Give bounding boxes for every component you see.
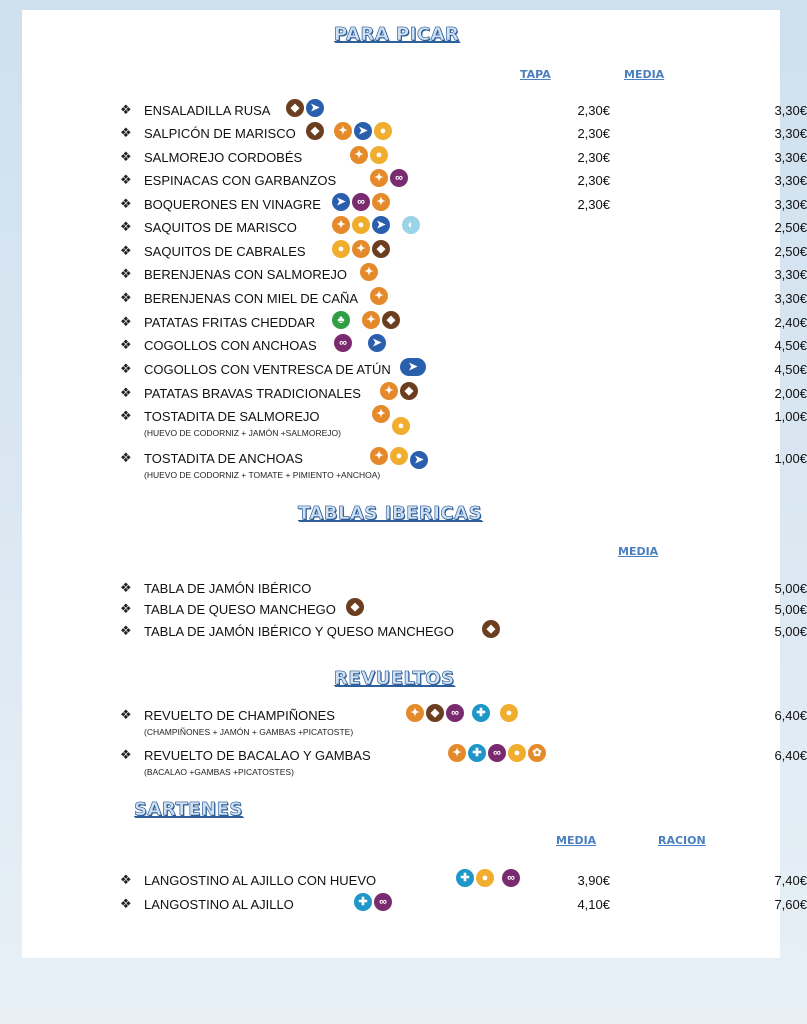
menu-item (120, 601, 807, 621)
item-name: PATATAS BRAVAS TRADICIONALES (144, 386, 361, 401)
menu-sheet (22, 10, 807, 958)
section-title-revueltos: REVUELTOS (334, 668, 455, 689)
item-price-media: 3,30€ (774, 126, 807, 141)
item-name: SALPICÓN DE MARISCO (144, 126, 296, 141)
egg-icon: ● (390, 447, 408, 465)
menu-item (120, 243, 807, 263)
col-head-media: MEDIA (618, 545, 659, 558)
crustacean-icon: ✚ (472, 704, 490, 722)
bullet-icon: ❖ (120, 196, 132, 211)
item-price-media: 5,00€ (774, 624, 807, 639)
item-price-tapa: 2,30€ (577, 126, 610, 141)
fish-icon: ➤ (410, 451, 428, 469)
sulphite-icon: ∞ (390, 169, 408, 187)
col-head-racion: RACION (658, 834, 706, 847)
section-title-sartenes: SARTENES (134, 799, 243, 820)
item-price-media: 3,30€ (774, 197, 807, 212)
item-name: TOSTADITA DE SALMOREJO (144, 409, 320, 424)
item-price: 6,40€ (774, 708, 807, 723)
bullet-icon: ❖ (120, 408, 132, 423)
menu-item (120, 196, 807, 216)
mollusc-icon: ◐ (402, 216, 420, 234)
item-name: LANGOSTINO AL AJILLO CON HUEVO (144, 873, 377, 888)
egg-icon: ● (392, 417, 410, 435)
mustard-icon: ✿ (528, 744, 546, 762)
item-price-media: 3,90€ (577, 873, 610, 888)
bullet-icon: ❖ (120, 896, 132, 911)
bullet-icon: ❖ (120, 707, 132, 722)
item-price-tapa: 2,30€ (577, 103, 610, 118)
milk-icon: ◆ (400, 382, 418, 400)
gluten-icon: ✦ (372, 193, 390, 211)
item-description: (HUEVO DE CODORNIZ + JAMÓN +SALMOREJO) (144, 428, 341, 438)
milk-icon: ◆ (306, 122, 324, 140)
menu-item (120, 450, 807, 480)
egg-icon: ● (370, 146, 388, 164)
item-name: REVUELTO DE CHAMPIÑONES (144, 708, 335, 723)
item-price-media: 4,10€ (577, 897, 610, 912)
milk-icon: ◆ (346, 598, 364, 616)
menu-item (120, 219, 807, 239)
menu-item (120, 266, 807, 286)
menu-item (120, 408, 807, 438)
item-name: COGOLLOS CON ANCHOAS (144, 338, 317, 353)
bullet-icon: ❖ (120, 172, 132, 187)
bullet-icon: ❖ (120, 872, 132, 887)
col-head-media: MEDIA (556, 834, 597, 847)
crustacean-icon: ✚ (456, 869, 474, 887)
milk-icon: ◆ (382, 311, 400, 329)
bullet-icon: ❖ (120, 290, 132, 305)
bullet-icon: ❖ (120, 623, 132, 638)
bullet-icon: ❖ (120, 266, 132, 281)
menu-item (120, 361, 807, 381)
menu-item (120, 872, 807, 892)
item-name: TOSTADITA DE ANCHOAS (144, 451, 303, 466)
item-price-media: 3,30€ (774, 150, 807, 165)
fish-icon: ➤ (354, 122, 372, 140)
menu-item (120, 125, 807, 145)
item-name: BOQUERONES EN VINAGRE (144, 197, 321, 212)
item-name: SALMOREJO CORDOBÉS (144, 150, 303, 165)
bullet-icon: ❖ (120, 243, 132, 258)
menu-item (120, 623, 807, 643)
item-price-media: 3,30€ (774, 291, 807, 306)
item-price-media: 2,50€ (774, 220, 807, 235)
item-name: REVUELTO DE BACALAO Y GAMBAS (144, 748, 371, 763)
fish-icon: ➤ (306, 99, 324, 117)
bullet-icon: ❖ (120, 601, 132, 616)
milk-icon: ◆ (426, 704, 444, 722)
bullet-icon: ❖ (120, 149, 132, 164)
sulphite-icon: ∞ (488, 744, 506, 762)
gluten-icon: ✦ (370, 287, 388, 305)
bullet-icon: ❖ (120, 747, 132, 762)
item-name: BERENJENAS CON SALMOREJO (144, 267, 347, 282)
item-price-racion: 7,40€ (774, 873, 807, 888)
item-name: ENSALADILLA RUSA (144, 103, 271, 118)
egg-icon: ● (352, 216, 370, 234)
item-price-media: 4,50€ (774, 362, 807, 377)
fish-icon: ➤ (332, 193, 350, 211)
item-price-media: 3,30€ (774, 173, 807, 188)
item-price-media: 1,00€ (774, 451, 807, 466)
item-name: PATATAS FRITAS CHEDDAR (144, 315, 316, 330)
egg-icon: ● (374, 122, 392, 140)
item-name: TABLA DE QUESO MANCHEGO (144, 602, 336, 617)
gluten-icon: ✦ (448, 744, 466, 762)
gluten-icon: ✦ (334, 122, 352, 140)
bullet-icon: ❖ (120, 337, 132, 352)
sulphite-icon: ∞ (374, 893, 392, 911)
fish-icon: ➤ (372, 216, 390, 234)
sulphite-icon: ∞ (334, 334, 352, 352)
gluten-icon: ✦ (350, 146, 368, 164)
section-title-tablas-ibericas: TABLAS IBERICAS (298, 503, 483, 524)
bullet-icon: ❖ (120, 125, 132, 140)
sulphite-icon: ∞ (446, 704, 464, 722)
milk-icon: ◆ (286, 99, 304, 117)
item-price-media: 3,30€ (774, 103, 807, 118)
item-price-media: 4,50€ (774, 338, 807, 353)
item-name: ESPINACAS CON GARBANZOS (144, 173, 337, 188)
item-name: SAQUITOS DE MARISCO (144, 220, 297, 235)
menu-item (120, 337, 807, 357)
item-price-tapa: 2,30€ (577, 150, 610, 165)
egg-icon: ● (508, 744, 526, 762)
item-price: 6,40€ (774, 748, 807, 763)
item-description: (BACALAO +GAMBAS +PICATOSTES) (144, 767, 294, 777)
item-description: (CHAMPIÑONES + JAMÓN + GAMBAS +PICATOSTE) (144, 727, 354, 737)
bullet-icon: ❖ (120, 219, 132, 234)
item-price-tapa: 2,30€ (577, 197, 610, 212)
gluten-icon: ✦ (406, 704, 424, 722)
sulphite-icon: ∞ (502, 869, 520, 887)
item-name: LANGOSTINO AL AJILLO (144, 897, 294, 912)
crustacean-icon: ✚ (468, 744, 486, 762)
item-price-media: 2,50€ (774, 244, 807, 259)
item-price-media: 3,30€ (774, 267, 807, 282)
item-name: SAQUITOS DE CABRALES (144, 244, 306, 259)
milk-icon: ◆ (372, 240, 390, 258)
menu-item (120, 747, 807, 777)
item-name: COGOLLOS CON VENTRESCA DE ATÚN (144, 362, 391, 377)
menu-item (120, 314, 807, 334)
bullet-icon: ❖ (120, 450, 132, 465)
bullet-icon: ❖ (120, 385, 132, 400)
celery-icon: ♣ (332, 311, 350, 329)
menu-item (120, 102, 807, 122)
item-price-media: 5,00€ (774, 581, 807, 596)
bullet-icon: ❖ (120, 102, 132, 117)
item-price-tapa: 2,30€ (577, 173, 610, 188)
gluten-icon: ✦ (362, 311, 380, 329)
bullet-icon: ❖ (120, 314, 132, 329)
item-name: BERENJENAS CON MIEL DE CAÑA (144, 291, 359, 306)
gluten-icon: ✦ (360, 263, 378, 281)
menu-item (120, 172, 807, 192)
gluten-icon: ✦ (352, 240, 370, 258)
item-description: (HUEVO DE CODORNIZ + TOMATE + PIMIENTO +ANCHOA) (144, 470, 381, 480)
sulphite-icon: ∞ (352, 193, 370, 211)
item-price-media: 2,40€ (774, 315, 807, 330)
item-price-racion: 7,60€ (774, 897, 807, 912)
item-price-media: 2,00€ (774, 386, 807, 401)
col-head-media: MEDIA (624, 68, 665, 81)
item-name: TABLA DE JAMÓN IBÉRICO (144, 581, 312, 596)
crustacean-icon: ✚ (354, 893, 372, 911)
section-title-para-picar: PARA PICAR (334, 24, 460, 45)
item-price-media: 5,00€ (774, 602, 807, 617)
gluten-icon: ✦ (372, 405, 390, 423)
menu-item (120, 149, 807, 169)
menu-item (120, 707, 807, 737)
item-price-media: 1,00€ (774, 409, 807, 424)
menu-item (120, 290, 807, 310)
item-name: TABLA DE JAMÓN IBÉRICO Y QUESO MANCHEGO (144, 624, 454, 639)
egg-icon: ● (500, 704, 518, 722)
fish-icon: ➤ (368, 334, 386, 352)
gluten-icon: ✦ (380, 382, 398, 400)
egg-icon: ● (476, 869, 494, 887)
menu-item (120, 896, 807, 916)
gluten-icon: ✦ (332, 216, 350, 234)
egg-icon: ● (332, 240, 350, 258)
menu-item (120, 385, 807, 405)
milk-icon: ◆ (482, 620, 500, 638)
bullet-icon: ❖ (120, 361, 132, 376)
gluten-icon: ✦ (370, 169, 388, 187)
menu-item (120, 580, 807, 600)
bullet-icon: ❖ (120, 580, 132, 595)
fish-icon: ➤ (400, 358, 426, 376)
col-head-tapa: TAPA (520, 68, 551, 81)
gluten-icon: ✦ (370, 447, 388, 465)
